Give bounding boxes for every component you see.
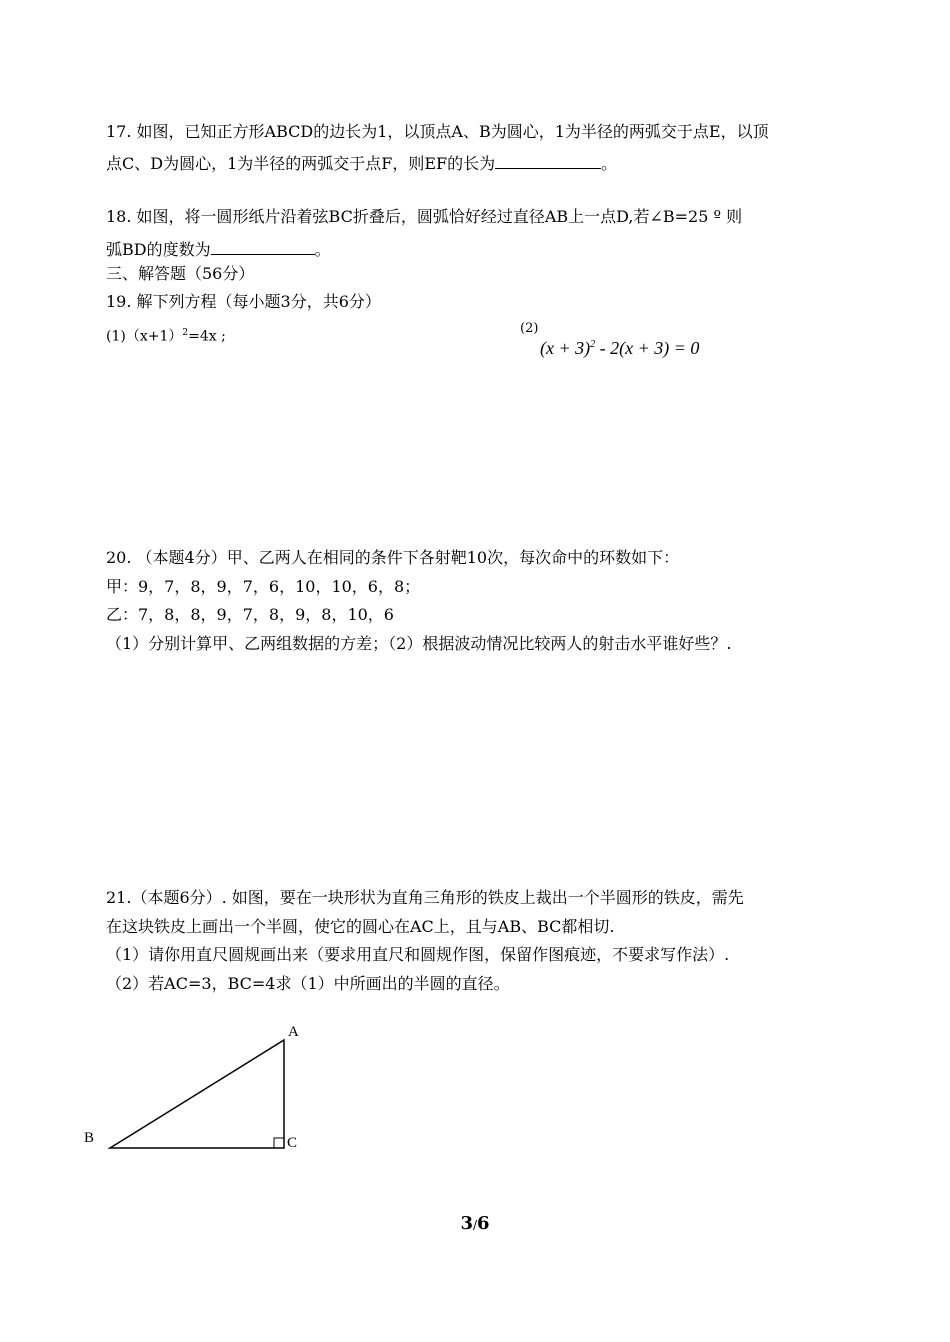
q20-yi-data: 乙：7，8，8，9，7，8，9，8，10，6 [106,605,394,624]
page-current: 3 [460,1213,473,1234]
q20-tasks: （1）分别计算甲、乙两组数据的方差；（2）根据波动情况比较两人的射击水平谁好些？. [106,634,732,653]
q17-line1: 17. 如图，已知正方形ABCD的边长为1，以顶点A、B为圆心，1为半径的两弧交于点E，以顶 [106,122,769,141]
q20-line1: 20. （本题4分）甲、乙两人在相同的条件下各射靶10次，每次命中的环数如下： [106,548,680,567]
vertex-label-b: B [84,1130,95,1146]
q21-line2: 在这块铁皮上画出一个半圆，使它的圆心在AC上，且与AB、BC都相切. [106,917,615,936]
vertex-label-a: A [288,1024,299,1040]
page-slash: / [472,1218,478,1232]
q19-part2-label: (2) [520,321,539,336]
q19-part2-eq-b: - 2(x + 3) = 0 [595,338,700,358]
q17-end: 。 [601,154,618,173]
page-number [0,1213,950,1234]
q19-part2-eq-a: (x + 3) [540,338,591,358]
q19-part1-label: (1)（x+1） [106,328,183,345]
q21-line1: 21.（本题6分）. 如图，要在一块形状为直角三角形的铁皮上裁出一个半圆形的铁皮，需先 [106,888,744,907]
q18-end: 。 [314,240,331,259]
q21-task2: （2）若AC=3，BC=4求（1）中所画出的半圆的直径。 [106,974,510,993]
q21-task1: （1）请你用直尺圆规画出来（要求用直尺和圆规作图，保留作图痕迹，不要求写作法）. [106,945,730,964]
q19-part1-rest: =4x ; [188,328,226,345]
q18-line2-text: 弧BD的度数为 [106,240,211,259]
right-angle-marker [274,1138,284,1148]
q17-line2-text: 点C、D为圆心，1为半径的两弧交于点F，则EF的长为 [106,154,496,173]
q19-part2-eq-exponent: 2 [590,339,596,350]
page-total: 6 [477,1213,490,1234]
triangle-abc [110,1040,284,1148]
q19-title: 19. 解下列方程（每小题3分，共6分） [106,292,381,311]
q20-jia-data: 甲：9，7，8，9，7，6，10，10，6，8； [106,577,421,596]
q18-line1: 18. 如图，将一圆形纸片沿着弦BC折叠后，圆弧恰好经过直径AB上一点D,若∠B=25 º 则 [106,207,743,226]
q19-part1-exponent: 2 [182,328,189,338]
vertex-label-c: C [287,1135,298,1151]
section-heading: 三、解答题（56分） [106,264,255,283]
